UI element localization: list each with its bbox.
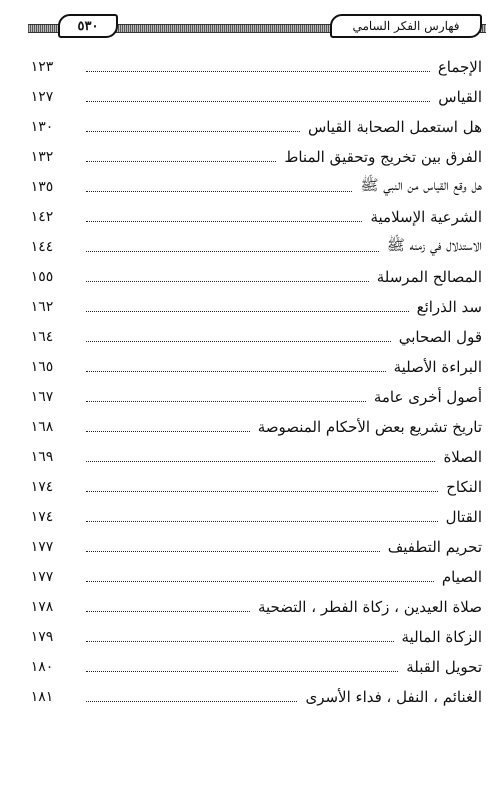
toc-entry-page: ١٣٢	[30, 149, 54, 165]
toc-entry	[0, 442, 500, 472]
toc-entry-page: ١٣٥	[30, 179, 54, 195]
dot-leader	[86, 70, 430, 72]
header-title: فهارس الفكر السامي	[330, 14, 482, 38]
toc-entry-page: ١٧٨	[30, 599, 54, 615]
dot-leader	[86, 190, 352, 192]
running-header	[28, 14, 486, 42]
table-of-contents	[0, 52, 500, 712]
toc-entry	[0, 682, 500, 712]
toc-entry-title: النكاح	[446, 478, 482, 496]
toc-entry-title: البراءة الأصلية	[393, 358, 482, 376]
dot-leader	[86, 490, 438, 492]
dot-leader	[86, 400, 366, 402]
toc-entry	[0, 472, 500, 502]
toc-entry	[0, 202, 500, 232]
toc-entry-title: القتال	[445, 508, 482, 526]
toc-entry	[0, 172, 500, 202]
toc-entry	[0, 262, 500, 292]
toc-entry-page: ١٦٧	[30, 389, 54, 405]
toc-entry	[0, 502, 500, 532]
toc-entry-page: ١٧٧	[30, 569, 54, 585]
toc-entry	[0, 532, 500, 562]
toc-entry-title: الشرعية الإسلامية	[370, 208, 482, 226]
toc-entry-title: تحريم التطفيف	[387, 538, 482, 556]
dot-leader	[86, 310, 409, 312]
toc-entry-title: سد الذرائع	[416, 298, 482, 316]
toc-entry	[0, 592, 500, 622]
toc-entry	[0, 622, 500, 652]
dot-leader	[86, 160, 276, 162]
toc-entry-title: القياس	[438, 88, 482, 106]
dot-leader	[86, 130, 300, 132]
dot-leader	[86, 550, 380, 552]
toc-entry	[0, 52, 500, 82]
dot-leader	[86, 220, 362, 222]
toc-entry-page: ١٧٤	[30, 509, 54, 525]
toc-entry-title: الاستدلال في زمنه ﷺ	[386, 236, 482, 254]
toc-entry	[0, 142, 500, 172]
toc-entry-page: ١٦٩	[30, 449, 54, 465]
dot-leader	[86, 100, 430, 102]
toc-entry-title: الصيام	[441, 568, 482, 586]
toc-entry-title: الزكاة المالية	[401, 628, 482, 646]
toc-entry	[0, 352, 500, 382]
toc-entry	[0, 562, 500, 592]
dot-leader	[86, 460, 435, 462]
toc-entry	[0, 322, 500, 352]
dot-leader	[86, 340, 391, 342]
dot-leader	[86, 700, 297, 702]
toc-entry-page: ١٧٤	[30, 479, 54, 495]
dot-leader	[86, 520, 438, 522]
toc-entry-page: ١٤٢	[30, 209, 54, 225]
dot-leader	[86, 250, 379, 252]
toc-entry-title: أصول أخرى عامة	[373, 388, 482, 406]
page-number: ٥٣٠	[58, 14, 118, 38]
toc-entry	[0, 292, 500, 322]
dot-leader	[86, 280, 369, 282]
toc-entry-title: الغنائم ، النفل ، فداء الأسرى	[305, 688, 482, 706]
toc-entry	[0, 82, 500, 112]
toc-entry-page: ١٨١	[30, 689, 54, 705]
toc-entry-title: المصالح المرسلة	[376, 268, 482, 286]
toc-entry	[0, 382, 500, 412]
toc-entry-page: ١٢٣	[30, 59, 54, 75]
dot-leader	[86, 640, 394, 642]
toc-entry	[0, 112, 500, 142]
toc-entry-page: ١٤٤	[30, 239, 54, 255]
toc-entry-page: ١٥٥	[30, 269, 54, 285]
toc-entry-title: قول الصحابي	[398, 328, 482, 346]
toc-entry-page: ١٦٥	[30, 359, 54, 375]
dot-leader	[86, 610, 250, 612]
toc-entry-title: هل استعمل الصحابة القياس	[307, 118, 482, 136]
toc-entry	[0, 412, 500, 442]
toc-entry-page: ١٦٨	[30, 419, 54, 435]
dot-leader	[86, 670, 398, 672]
toc-entry-page: ١٦٢	[30, 299, 54, 315]
toc-entry-title: صلاة العيدين ، زكاة الفطر ، التضحية	[257, 598, 482, 616]
toc-entry	[0, 652, 500, 682]
dot-leader	[86, 430, 250, 432]
toc-entry-title: الصلاة	[443, 448, 482, 466]
toc-entry-page: ١٣٠	[30, 119, 54, 135]
toc-entry-page: ١٢٧	[30, 89, 54, 105]
dot-leader	[86, 370, 386, 372]
toc-entry-page: ١٧٩	[30, 629, 54, 645]
toc-entry-page: ١٨٠	[30, 659, 54, 675]
dot-leader	[86, 580, 434, 582]
toc-entry-page: ١٧٧	[30, 539, 54, 555]
toc-entry-page: ١٦٤	[30, 329, 54, 345]
toc-entry-title: تاريخ تشريع بعض الأحكام المنصوصة	[257, 418, 482, 436]
toc-entry-title: تحويل القبلة	[406, 658, 482, 676]
toc-entry-title: هل وقع القياس من النبي ﷺ	[360, 176, 482, 194]
toc-entry	[0, 232, 500, 262]
toc-entry-title: الفرق بين تخريج وتحقيق المناط	[284, 148, 482, 166]
toc-entry-title: الإجماع	[437, 58, 482, 76]
